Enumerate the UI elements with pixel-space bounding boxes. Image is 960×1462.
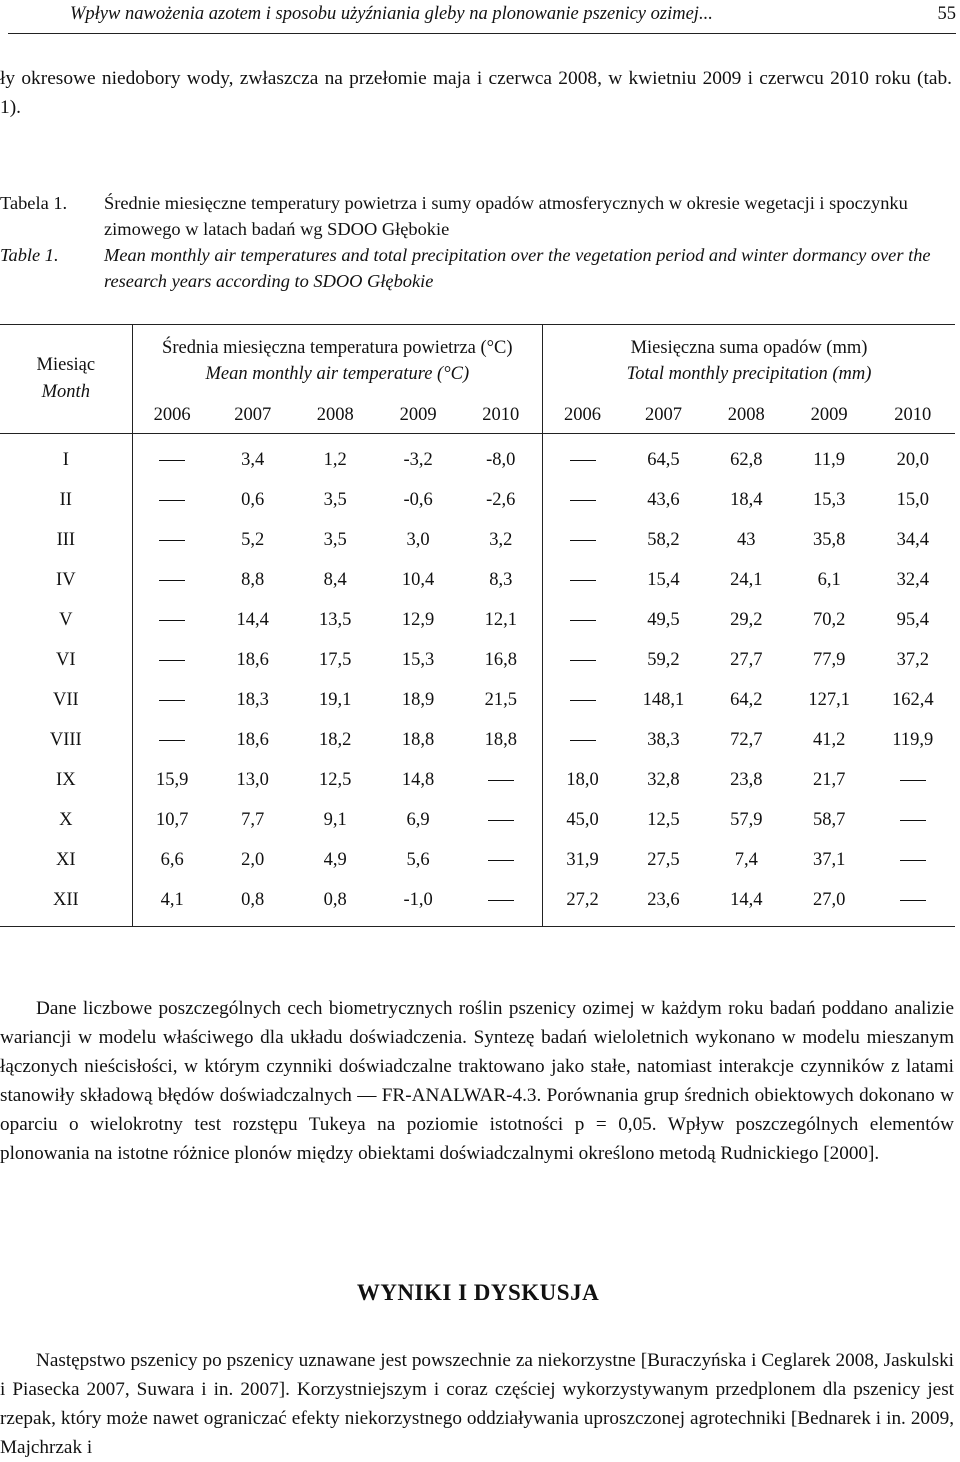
value-cell: 6,6 [160,849,184,870]
value-cell: 37,1 [812,849,846,870]
empty-dash [871,800,956,840]
dash-mark [488,770,514,790]
value-cell: 23,6 [622,880,705,927]
dash-mark [159,570,185,590]
value-cell: 18,8 [460,720,543,760]
header-precipitation [543,325,955,398]
dash-mark [900,850,926,870]
value-cell: 119,9 [892,729,934,750]
value-cell: 38,3 [647,729,680,750]
empty-dash [132,720,212,760]
value-cell: 3,5 [323,489,347,510]
table-row [0,520,955,560]
header-year: 2009 [788,397,871,434]
dash-mark [570,730,596,750]
dash-mark [159,610,185,630]
climate-table [0,324,955,927]
month-cell: VII [0,680,132,720]
header-temperature-en: Mean monthly air temperature (°C) [205,364,470,384]
dash-mark [570,690,596,710]
value-cell: 10,7 [155,809,189,830]
header-temperature-pl: Średnia miesięczna temperatura powietrza (°C) [162,338,513,358]
value-cell: 15,4 [647,569,680,590]
empty-dash [132,520,212,560]
empty-dash [460,760,543,800]
value-cell: 23,8 [730,769,763,790]
value-cell: 2,0 [241,849,265,870]
value-cell: 27,2 [543,880,623,927]
value-cell: 32,8 [647,769,680,790]
dash-mark [159,730,185,750]
value-cell: 3,2 [460,520,543,560]
dash-mark [159,530,185,550]
paragraph-methods: Dane liczbowe poszczególnych cech biometrycznych roślin pszenicy ozimej w każdym roku badań poddano analizie wariancji w modelu właściwego dla układu doświadczenia. Syntezę badań wieloletnich wykonano w modelu mieszanym łączonych nieścisłości, w którym czynniki doświadczalne traktowano jako stałe, natomiast interakcje czynników z latami stanowiły składową błędów doświadczalnych — FR-ANALWAR-4.3. Porównania grup średnich obiektowych dokonano w oparciu o wielokrotny test rozstępu Tukeya na poziomie istotności p = 0,05. Wpływ poszczególnych elementów plonowania na istotne różnice plonów między obiektami doświadczalnymi określono metodą Rudnickiego [2000]. [0,998,954,1164]
table-row [0,434,955,481]
value-cell: 162,4 [891,689,934,710]
month-cell: V [0,600,132,640]
intro-text: ły okresowe niedobory wody, zwłaszcza na przełomie maja i czerwca 2008, w kwietniu 2009 i czerwcu 2010 roku (tab. 1). [0,68,952,118]
value-cell: -8,0 [460,434,543,481]
running-head [8,4,956,34]
value-cell: 19,1 [319,689,352,710]
value-cell: 1,2 [323,449,347,470]
value-cell: 14,8 [401,769,435,790]
value-cell: 10,4 [401,569,435,590]
value-cell: 16,8 [460,640,543,680]
table-row [0,800,955,840]
value-cell: 15,3 [812,489,846,510]
value-cell: 64,2 [730,689,763,710]
caption-text-pl: Średnie miesięczne temperatury powietrza i sumy opadów atmosferycznych w okresie wegetacji i spoczynku zimowego w latach badań wg SDOO Głębokie [104,193,908,239]
header-year: 2010 [871,397,956,434]
header-precipitation-pl: Miesięczna suma opadów (mm) [630,338,868,358]
value-cell: 43 [737,529,756,550]
empty-dash [132,560,212,600]
value-cell: 24,1 [730,569,763,590]
month-cell: VIII [0,720,132,760]
table-row [0,880,955,927]
dash-mark [900,810,926,830]
empty-dash [460,800,543,840]
dash-mark [159,690,185,710]
empty-dash [543,560,623,600]
empty-dash [543,480,623,520]
value-cell: 18,3 [236,689,269,710]
value-cell: 6,1 [817,569,841,590]
value-cell: 4,1 [132,880,212,927]
value-cell: 12,9 [401,609,435,630]
value-cell: 49,5 [647,609,680,630]
value-cell: 18,4 [730,489,763,510]
dash-mark [570,490,596,510]
dash-mark [570,610,596,630]
value-cell: 0,8 [294,880,377,927]
value-cell: 18,6 [236,729,269,750]
month-cell: X [0,800,132,840]
header-year: 2007 [212,397,294,434]
value-cell: 62,8 [730,449,763,470]
value-cell: 31,9 [566,849,599,870]
value-cell: 15,3 [401,649,435,670]
page-number: 55 [937,4,956,24]
dash-mark [900,770,926,790]
value-cell: 59,2 [647,649,680,670]
caption-english [0,242,956,294]
empty-dash [132,480,212,520]
month-cell: IV [0,560,132,600]
value-cell: 64,5 [647,449,680,470]
value-cell: 57,9 [730,809,763,830]
value-cell: 95,4 [896,609,929,630]
caption-label-en: Table 1. [0,245,59,265]
dash-mark [570,650,596,670]
running-head-title: Wpływ nawożenia azotem i sposobu użyźniania gleby na plonowanie pszenicy ozimej... [70,4,713,24]
empty-dash [543,720,623,760]
value-cell: 13,5 [319,609,352,630]
table-row [0,720,955,760]
value-cell: -2,6 [460,480,543,520]
value-cell: 18,9 [401,689,435,710]
dash-mark [488,890,514,910]
dash-mark [570,450,596,470]
section-title: WYNIKI I DYSKUSJA [356,1280,600,1305]
table-caption [0,190,956,294]
dash-mark [159,450,185,470]
table-row [0,600,955,640]
empty-dash [543,520,623,560]
value-cell: 34,4 [896,529,929,550]
header-year: 2008 [294,397,377,434]
value-cell: 18,6 [236,649,269,670]
value-cell: 29,2 [730,609,763,630]
value-cell: 14,4 [705,880,788,927]
value-cell: 3,4 [241,449,265,470]
value-cell: 20,0 [896,449,929,470]
table-row [0,840,955,880]
empty-dash [460,840,543,880]
empty-dash [132,640,212,680]
empty-dash [871,760,956,800]
header-year: 2010 [460,397,543,434]
value-cell: 8,8 [241,569,265,590]
value-cell: 3,5 [323,529,347,550]
empty-dash [871,840,956,880]
value-cell: 12,5 [647,809,680,830]
value-cell: 15,9 [155,769,189,790]
value-cell: 8,3 [460,560,543,600]
value-cell: 27,0 [788,880,871,927]
value-cell: 0,6 [241,489,265,510]
dash-mark [159,490,185,510]
value-cell: 17,5 [319,649,352,670]
value-cell: 148,1 [642,689,685,710]
month-cell: II [0,480,132,520]
empty-dash [460,880,543,927]
value-cell: 32,4 [896,569,929,590]
value-cell: -0,6 [403,489,433,510]
table-row [0,640,955,680]
month-cell: XII [0,880,132,927]
value-cell: 0,8 [212,880,294,927]
header-year: 2006 [543,397,623,434]
table-row [0,480,955,520]
value-cell: 11,9 [813,449,845,470]
dash-mark [570,570,596,590]
paragraph-results: Następstwo pszenicy po pszenicy uznawane jest powszechnie za niekorzystne [Buraczyńska i Ceglarek 2008, Jaskulski i Piasecka 2007, Suwara i in. 2007]. Korzystniejszym i coraz częściej wykorzystywanym przedplonem dla pszenicy jest rzepak, który może nawet ograniczać efekty niekorzystnego oddziaływania uproszczonej agrotechniki [Bednarek i in. 2009, Majchrzak i [0,1350,954,1458]
value-cell: 18,2 [319,729,352,750]
header-temperature [132,325,542,398]
caption-label-pl: Tabela 1. [0,193,68,213]
dash-mark [159,650,185,670]
empty-dash [543,600,623,640]
month-cell: VI [0,640,132,680]
month-cell: I [0,434,132,481]
value-cell: 27,5 [647,849,680,870]
value-cell: 6,9 [406,809,430,830]
empty-dash [132,680,212,720]
value-cell: 18,8 [401,729,435,750]
value-cell: 12,1 [460,600,543,640]
value-cell: 8,4 [323,569,347,590]
value-cell: 72,7 [730,729,763,750]
header-year: 2009 [377,397,460,434]
value-cell: 7,4 [734,849,758,870]
month-cell: III [0,520,132,560]
month-cell: IX [0,760,132,800]
value-cell: 13,0 [236,769,269,790]
value-cell: 21,7 [812,769,846,790]
header-month-en: Month [41,382,90,402]
value-cell: 5,2 [241,529,265,550]
value-cell: 27,7 [730,649,763,670]
dash-mark [488,810,514,830]
value-cell: 45,0 [566,809,599,830]
dash-mark [900,890,926,910]
value-cell: 18,0 [566,769,599,790]
value-cell: 58,7 [812,809,846,830]
value-cell: 9,1 [323,809,347,830]
header-year: 2007 [622,397,705,434]
value-cell: 15,0 [896,489,929,510]
header-year: 2006 [132,397,212,434]
value-cell: 12,5 [319,769,352,790]
empty-dash [543,434,623,481]
value-cell: 7,7 [241,809,265,830]
header-year: 2008 [705,397,788,434]
empty-dash [132,600,212,640]
value-cell: 4,9 [323,849,347,870]
table-row [0,680,955,720]
month-cell: XI [0,840,132,880]
value-cell: 41,2 [812,729,846,750]
value-cell: -3,2 [403,449,433,470]
table-row [0,760,955,800]
header-precipitation-en: Total monthly precipitation (mm) [626,364,872,384]
value-cell: 77,9 [812,649,846,670]
value-cell: 43,6 [647,489,680,510]
dash-mark [488,850,514,870]
header-month-pl: Miesiąc [36,355,96,375]
value-cell: 21,5 [460,680,543,720]
value-cell: 58,2 [647,529,680,550]
empty-dash [132,434,212,481]
value-cell: 70,2 [812,609,846,630]
table-row [0,560,955,600]
dash-mark [570,530,596,550]
value-cell: 5,6 [406,849,430,870]
empty-dash [543,680,623,720]
value-cell: 37,2 [896,649,929,670]
value-cell: 127,1 [808,689,850,710]
caption-polish [0,190,956,242]
empty-dash [543,640,623,680]
caption-text-en: Mean monthly air temperatures and total precipitation over the vegetation period and winter dormancy over the research years according to SDOO Głębokie [104,245,931,291]
value-cell: 35,8 [812,529,846,550]
header-month [0,325,132,434]
value-cell: 3,0 [406,529,430,550]
value-cell: 14,4 [236,609,269,630]
value-cell: -1,0 [377,880,460,927]
empty-dash [871,880,956,927]
